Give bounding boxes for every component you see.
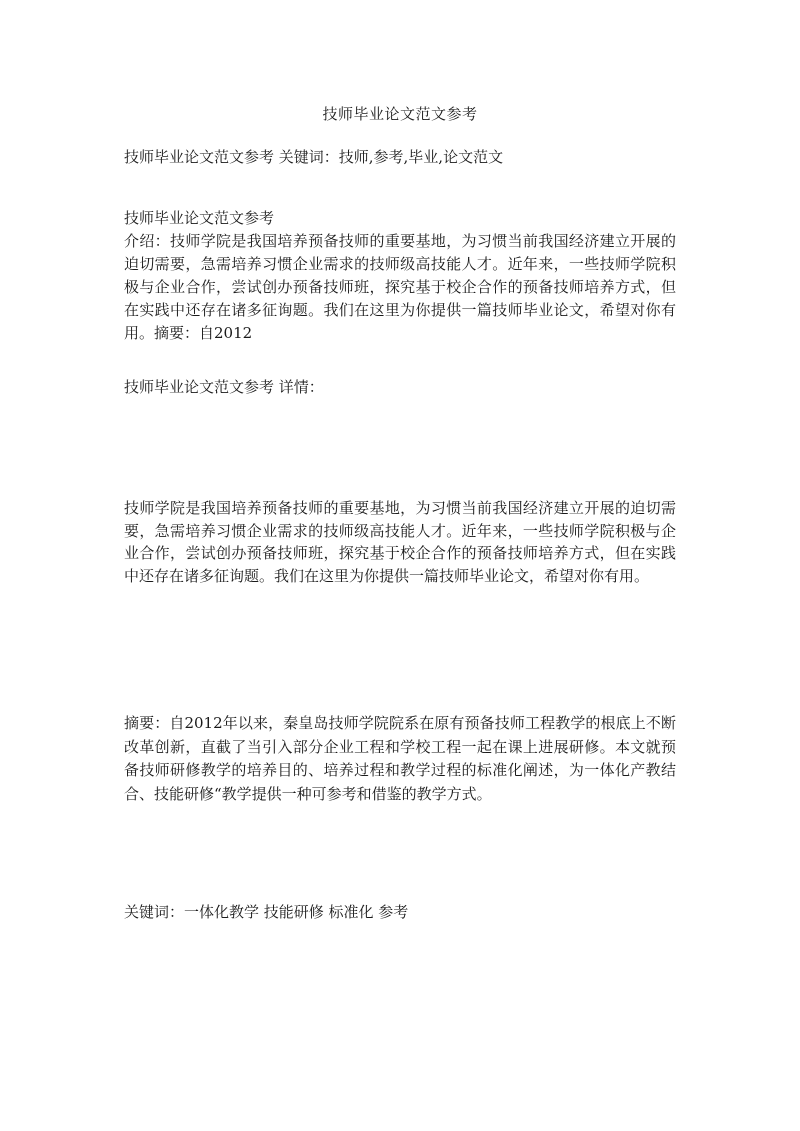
abstract-section	[124, 712, 676, 806]
meta-line-text: 技师毕业论文范文参考 关键词：技师,参考,毕业,论文范文	[124, 148, 504, 166]
keywords-line: 关键词：一体化教学 技能研修 标准化 参考	[124, 903, 409, 921]
meta-keywords-line	[124, 146, 676, 169]
intro-heading: 技师毕业论文范文参考	[124, 209, 275, 227]
intro-paragraph: 介绍：技师学院是我国培养预备技师的重要基地，为习惯当前我国经济建立开展的迫切需要，急需培养习惯企业需求的技师级高技能人才。近年来，一些技师学院积极与企业合作，尝试创办预备技师班，探究基于校企合作的预备技师培养方式，但在实践中还存在诸多征询题。我们在这里为你提供一篇技师毕业论文，希望对你有用。摘要：自2012	[124, 232, 676, 342]
keywords-section	[124, 901, 676, 924]
body-paragraph: 技师学院是我国培养预备技师的重要基地，为习惯当前我国经济建立开展的迫切需要，急需培养习惯企业需求的技师级高技能人才。近年来，一些技师学院积极与企业合作，尝试创办预备技师班，探究基于校企合作的预备技师培养方式，但在实践中还存在诸多征询题。我们在这里为你提供一篇技师毕业论文，希望对你有用。	[124, 499, 676, 585]
document-title: 技师毕业论文范文参考	[322, 105, 478, 123]
details-heading-section	[124, 376, 676, 399]
abstract-paragraph: 摘要：自2012年以来，秦皇岛技师学院院系在原有预备技师工程教学的根底上不断改革创新，直截了当引入部分企业工程和学校工程一起在课上进展研修。本文就预备技师研修教学的培养目的、培养过程和教学过程的标准化阐述，为一体化产教结合、技能研修“教学提供一种可参考和借鉴的教学方式。	[124, 714, 676, 803]
details-heading: 技师毕业论文范文参考 详情：	[124, 378, 324, 396]
intro-section	[124, 207, 676, 345]
body-section	[124, 497, 676, 587]
